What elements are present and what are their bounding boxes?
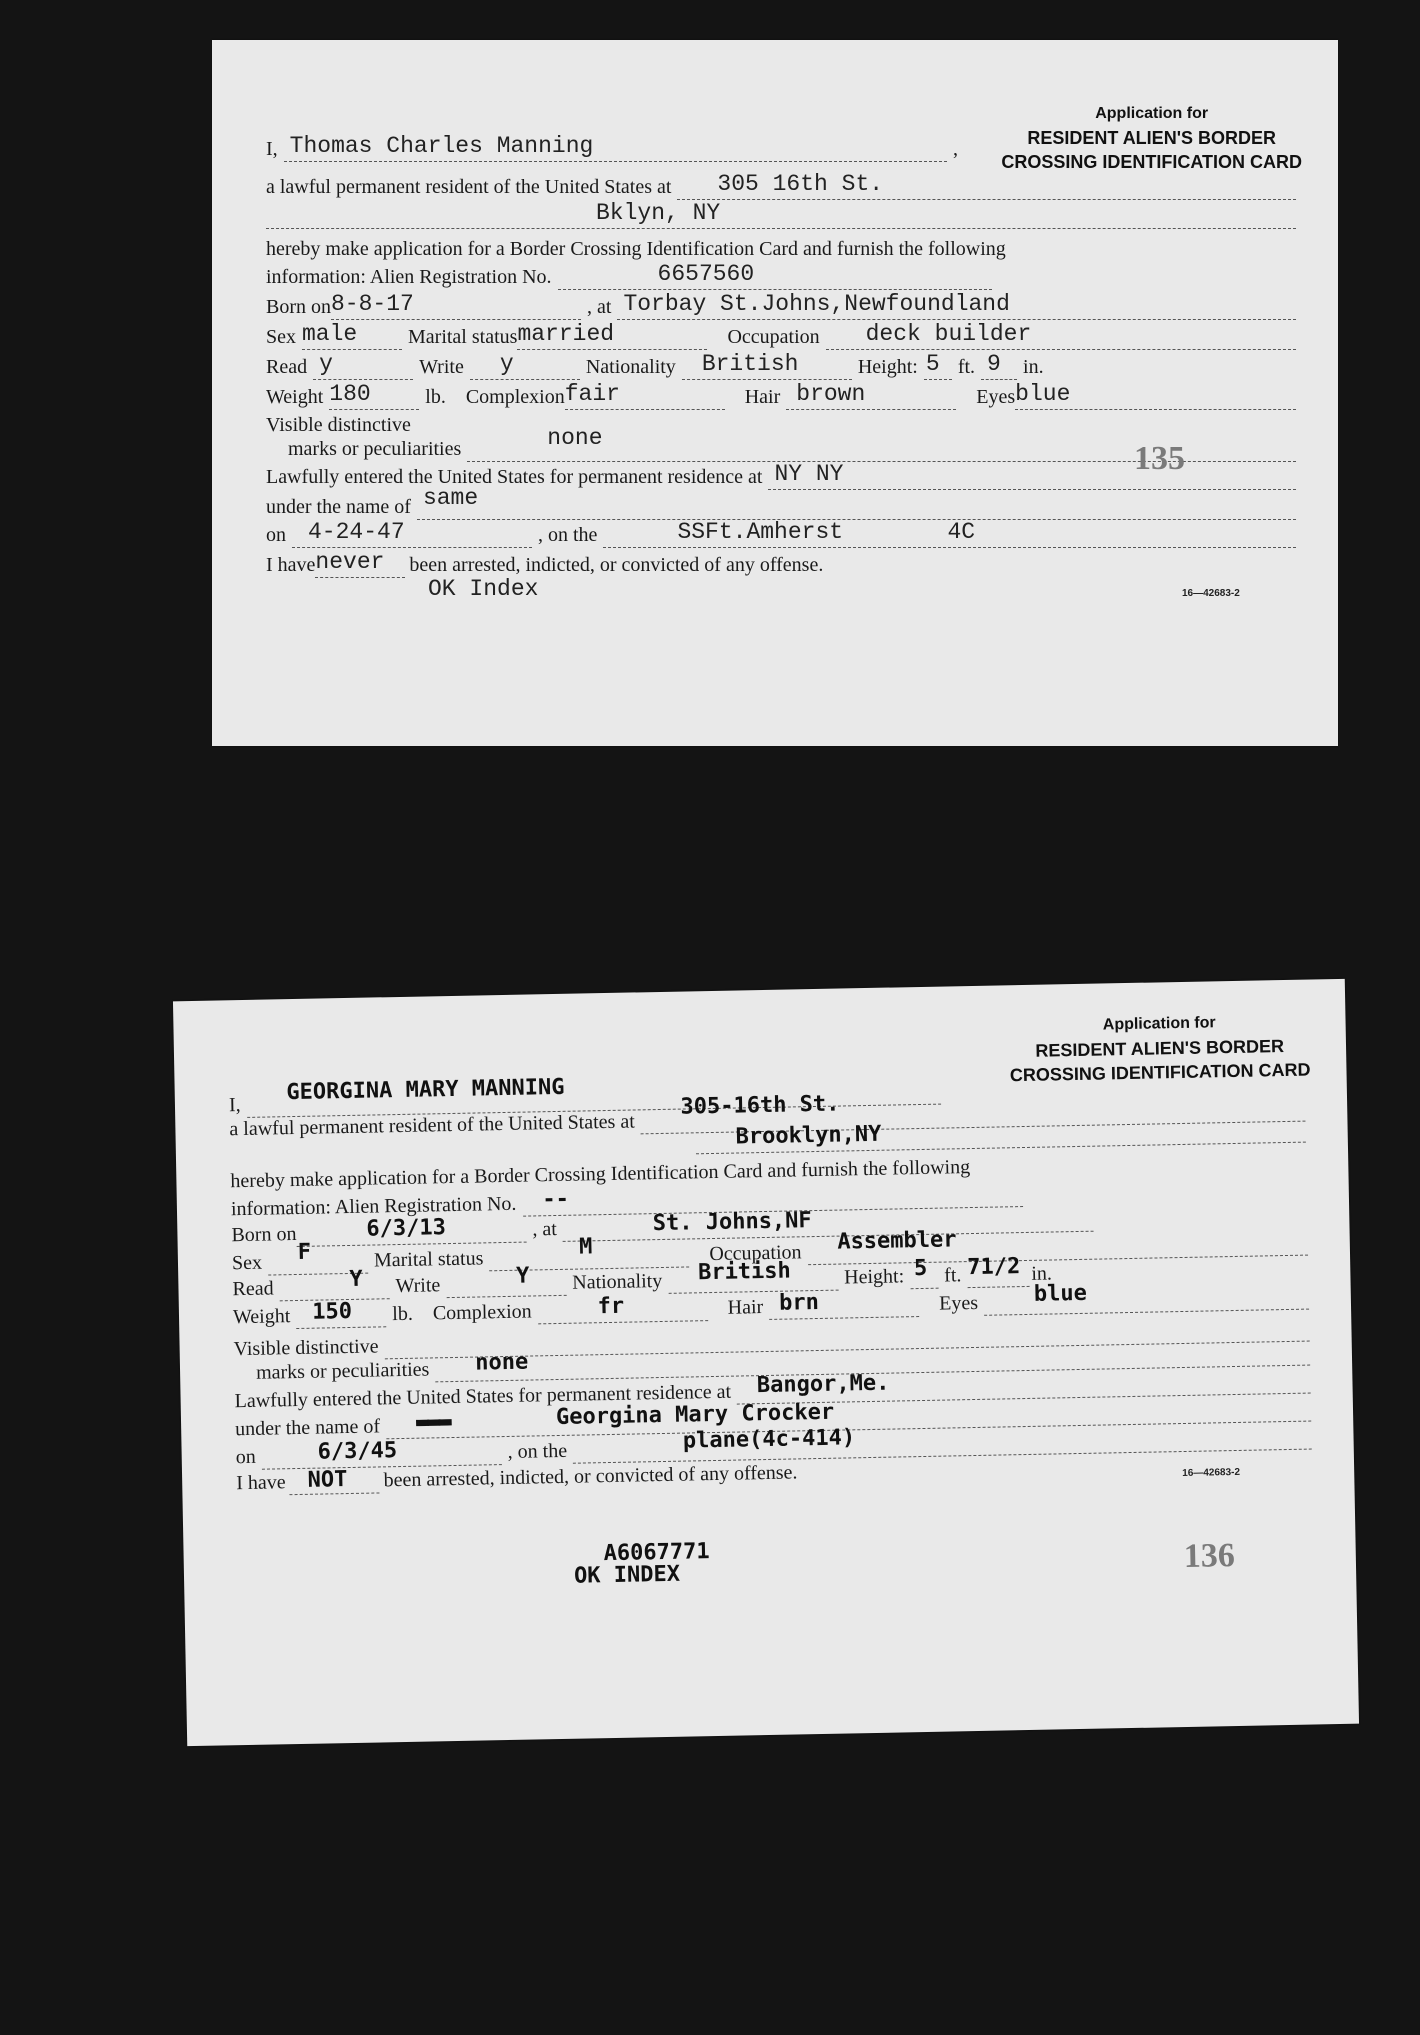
field-name	[284, 133, 947, 162]
card-header	[1009, 1010, 1311, 1088]
value-occupation: deck builder	[865, 321, 1032, 347]
value-marks: none	[547, 425, 603, 451]
value-name: GEORGINA MARY MANNING	[286, 1074, 565, 1106]
note-ok-index: OK INDEX	[573, 1561, 681, 1589]
value-sex: male	[302, 321, 358, 347]
label-visible: Visible distinctive	[266, 414, 411, 436]
field-under-name	[417, 485, 1296, 520]
note-ok-index: OK Index	[428, 576, 539, 602]
label-onthe: , on the	[538, 524, 598, 546]
label-nationality: Nationality	[572, 1269, 663, 1294]
struck-out-text: ▬▬▬	[415, 1409, 451, 1435]
label-hereby: hereby make application for a Border Crossing Identification Card and furnish the following	[230, 1156, 971, 1193]
label-lawfully: Lawfully entered the United States for permanent residence at	[234, 1380, 732, 1413]
label-hair: Hair	[727, 1296, 764, 1319]
label-weight: Weight	[232, 1305, 291, 1329]
value-born-date: 6/3/13	[366, 1215, 447, 1242]
value-height-ft: 5	[925, 351, 940, 377]
value-entry-place: NY NY	[774, 461, 844, 487]
field-complexion	[564, 381, 725, 410]
stamp-number: 136	[1183, 1537, 1236, 1576]
label-i: I,	[228, 1094, 241, 1117]
label-info: information: Alien Registration No.	[266, 266, 552, 288]
value-address2: Brooklyn,NY	[735, 1121, 882, 1150]
label-marital: Marital status	[373, 1247, 484, 1272]
field-entry-place	[768, 461, 1296, 490]
value-eyes: blue	[1033, 1280, 1088, 1307]
value-nationality: British	[697, 1258, 792, 1286]
label-hereby: hereby make application for a Border Crossing Identification Card and furnish the following	[266, 238, 1006, 260]
form-number: 16—42683-2	[1182, 588, 1240, 599]
header-line2: RESIDENT ALIEN'S BORDER	[1027, 128, 1276, 148]
value-marital: married	[517, 321, 615, 347]
label-at: , at	[587, 296, 612, 318]
alien-reg-number: A6067771	[603, 1539, 710, 1567]
label-lb: lb.	[392, 1302, 414, 1326]
value-address1: 305-16th St.	[680, 1091, 840, 1120]
field-weight	[329, 381, 419, 410]
value-arrested: NOT	[307, 1467, 348, 1493]
value-entry-place: Bangor,Me.	[756, 1370, 890, 1399]
value-eyes: blue	[1015, 381, 1071, 407]
value-nationality: British	[701, 351, 799, 377]
field-height-ft	[910, 1255, 938, 1290]
label-weight: Weight	[266, 386, 324, 408]
value-read: y	[319, 351, 333, 377]
field-complexion	[537, 1293, 707, 1324]
field-weight	[296, 1298, 386, 1329]
field-vessel	[603, 519, 1296, 548]
stamp-number: 135	[1134, 440, 1185, 477]
value-write: y	[499, 351, 514, 377]
label-born: Born on	[266, 296, 331, 318]
label-arrested: been arrested, indicted, or convicted of any offense.	[383, 1461, 798, 1492]
row-alien-no	[266, 261, 998, 290]
row-arrested	[266, 549, 1302, 578]
label-marital: Marital status	[408, 326, 518, 348]
value-occupation: Assembler	[837, 1227, 957, 1255]
value-weight: 150	[311, 1298, 353, 1325]
value-born-place: Torbay St.Johns,Newfoundland	[623, 291, 1010, 317]
field-read	[313, 351, 413, 380]
label-under: under the name of	[234, 1415, 381, 1441]
value-read: Y	[349, 1266, 363, 1292]
header-line3: CROSSING IDENTIFICATION CARD	[1001, 152, 1302, 172]
label-complexion: Complexion	[465, 386, 565, 408]
label-lb: lb.	[425, 386, 446, 408]
field-arrested	[315, 549, 405, 578]
row-visible	[266, 412, 1302, 438]
row-under	[266, 485, 1302, 520]
label-marks: marks or peculiarities	[288, 438, 462, 460]
value-hair: brown	[796, 381, 866, 407]
value-complexion: fr	[597, 1293, 625, 1320]
value-weight: 180	[329, 381, 371, 407]
label-on: on	[235, 1445, 256, 1469]
value-name: Thomas Charles Manning	[289, 133, 594, 159]
border-card-georgina	[173, 979, 1359, 1746]
label-ft: ft.	[957, 356, 976, 378]
field-eyes	[1015, 381, 1296, 410]
label-on: on	[266, 524, 286, 546]
field-height-in	[967, 1254, 1029, 1288]
label-marks: marks or peculiarities	[255, 1358, 430, 1384]
label-complexion: Complexion	[432, 1300, 532, 1325]
row-read	[266, 351, 1302, 380]
value-entry-date: 4-24-47	[308, 519, 405, 545]
field-address	[677, 171, 1296, 200]
field-occupation	[826, 321, 1296, 350]
label-height: Height:	[857, 356, 918, 378]
row-resident	[266, 171, 1302, 200]
value-under-name: Georgina Mary Crocker	[555, 1399, 835, 1431]
label-read: Read	[232, 1277, 274, 1301]
border-card-thomas	[212, 40, 1338, 746]
value-alien-no: --	[542, 1186, 570, 1213]
label-write: Write	[419, 356, 464, 378]
label-sex: Sex	[231, 1251, 263, 1275]
header-line1: Application for	[1102, 1014, 1216, 1034]
field-write	[446, 1263, 566, 1298]
field-height-in	[981, 351, 1017, 380]
label-eyes: Eyes	[976, 386, 1016, 408]
header-line1: Application for	[1095, 105, 1209, 122]
value-alien-no: 6657560	[657, 261, 755, 287]
value-height-in: 9	[987, 351, 1001, 377]
label-occupation: Occupation	[727, 326, 820, 348]
header-line3: CROSSING IDENTIFICATION CARD	[1009, 1059, 1311, 1086]
row-address2	[266, 200, 1302, 229]
label-resident: a lawful permanent resident of the United States at	[229, 1110, 635, 1141]
value-born-place: St. Johns,NF	[652, 1208, 812, 1237]
row-sex	[266, 321, 1302, 350]
field-height-ft	[924, 351, 952, 380]
field-write	[470, 351, 580, 380]
label-read: Read	[266, 356, 308, 378]
value-sex: F	[297, 1239, 312, 1265]
row-on	[266, 519, 1302, 548]
label-lawfully: Lawfully entered the United States for permanent residence at	[266, 466, 763, 488]
field-address2	[266, 200, 1296, 229]
value-arrested: never	[315, 549, 385, 575]
value-vessel-code: 4C	[947, 519, 976, 545]
field-hair	[786, 381, 956, 410]
label-occupation: Occupation	[709, 1241, 802, 1266]
field-hair	[769, 1289, 919, 1320]
value-vessel: SSFt.Amherst	[677, 519, 844, 545]
label-info: information: Alien Registration No.	[230, 1192, 517, 1221]
row-name: I, Thomas Charles Manning ,	[266, 133, 958, 160]
field-born-place	[617, 291, 1296, 320]
label-write: Write	[395, 1274, 441, 1298]
value-marital: M	[578, 1234, 593, 1260]
value-marks: none	[474, 1349, 529, 1376]
field-marital	[517, 321, 707, 350]
label-ihave: I have	[236, 1471, 286, 1495]
label-i: I,	[266, 138, 278, 160]
field-eyes	[984, 1280, 1309, 1316]
row-born	[266, 291, 1302, 320]
field-read	[279, 1266, 389, 1301]
field-born-date	[296, 1215, 526, 1247]
form-number: 16—42683-2	[1182, 1466, 1241, 1480]
label-resident: a lawful permanent resident of the United States at	[266, 176, 672, 198]
label-nationality: Nationality	[585, 356, 676, 378]
row-weight	[266, 381, 1302, 410]
label-height: Height:	[843, 1265, 905, 1289]
value-under-name: same	[422, 485, 479, 511]
label-sex: Sex	[266, 326, 296, 348]
value-born-date: 8-8-17	[331, 291, 414, 317]
label-onthe: , on the	[507, 1439, 568, 1463]
value-write: Y	[515, 1263, 530, 1289]
label-at: , at	[532, 1217, 558, 1241]
card-header	[1001, 102, 1302, 174]
field-nationality	[682, 351, 852, 380]
label-born: Born on	[231, 1222, 297, 1247]
header-line2: RESIDENT ALIEN'S BORDER	[1035, 1035, 1285, 1061]
label-in: in.	[1023, 356, 1044, 378]
label-hair: Hair	[744, 386, 781, 408]
field-entry-date	[292, 519, 532, 548]
label-ihave: I have	[266, 554, 316, 576]
label-ft: ft.	[943, 1264, 962, 1287]
value-entry-date: 6/3/45	[317, 1438, 398, 1465]
value-height-in: 71/2	[967, 1254, 1021, 1281]
label-arrested: been arrested, indicted, or convicted of any offense.	[409, 554, 824, 576]
label-eyes: Eyes	[938, 1291, 979, 1315]
label-in: in.	[1031, 1262, 1053, 1285]
value-hair: brn	[778, 1289, 820, 1316]
label-visible: Visible distinctive	[233, 1335, 379, 1361]
label-under: under the name of	[266, 496, 411, 518]
value-height-ft: 5	[913, 1255, 928, 1282]
field-born-date	[331, 291, 581, 320]
row-hereby	[266, 236, 1302, 262]
field-sex	[302, 321, 402, 350]
value-complexion: fair	[564, 381, 620, 407]
field-arrested	[289, 1468, 379, 1495]
value-vessel: plane(4c-414)	[682, 1425, 856, 1454]
field-alien-no	[558, 261, 992, 290]
value-address1: 305 16th St.	[717, 171, 884, 197]
value-address2: Bklyn, NY	[596, 200, 721, 226]
